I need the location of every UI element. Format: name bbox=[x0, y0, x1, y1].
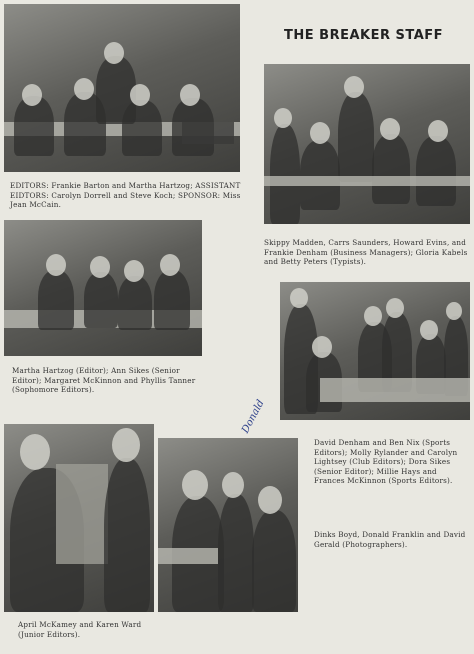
photographers-caption: Dinks Boyd, Donald Franklin and David Gerald (Photographers). bbox=[314, 530, 466, 549]
business-caption: Skippy Madden, Carrs Saunders, Howard Evins, and Frankie Denham (Business Managers); Gloria Kabels and Betty Peters (Typists). bbox=[264, 238, 468, 266]
sports-editors-caption: David Denham and Ben Nix (Sports Editors); Molly Rylander and Carolyn Lightsey (Club Editors); Dora Sikes (Senior Editor); Millie Hays and Frances McKinnon (Sports Editors). bbox=[314, 438, 458, 485]
sports-editors-photo bbox=[280, 282, 470, 420]
business-photo bbox=[264, 64, 470, 224]
editors-photo bbox=[4, 4, 240, 172]
editors-caption: EDITORS: Frankie Barton and Martha Hartzog; ASSISTANT EIDTORS: Carolyn Dorrell and Steve Koch; SPONSOR: Miss Jean McCain. bbox=[10, 181, 241, 209]
senior-editors-caption: Martha Hartzog (Editor); Ann Sikes (Senior Editor); Margaret McKinnon and Phyllis Tanner (Sophomore Editors). bbox=[12, 366, 196, 394]
junior-editors-photo bbox=[4, 424, 154, 612]
page-title: THE BREAKER STAFF bbox=[284, 28, 444, 43]
junior-editors-caption: April McKamey and Karen Ward (Junior Editors). bbox=[18, 620, 142, 639]
photographers-photo bbox=[158, 438, 298, 612]
senior-editors-photo bbox=[4, 220, 202, 356]
handwritten-signature: Donald bbox=[240, 398, 267, 436]
